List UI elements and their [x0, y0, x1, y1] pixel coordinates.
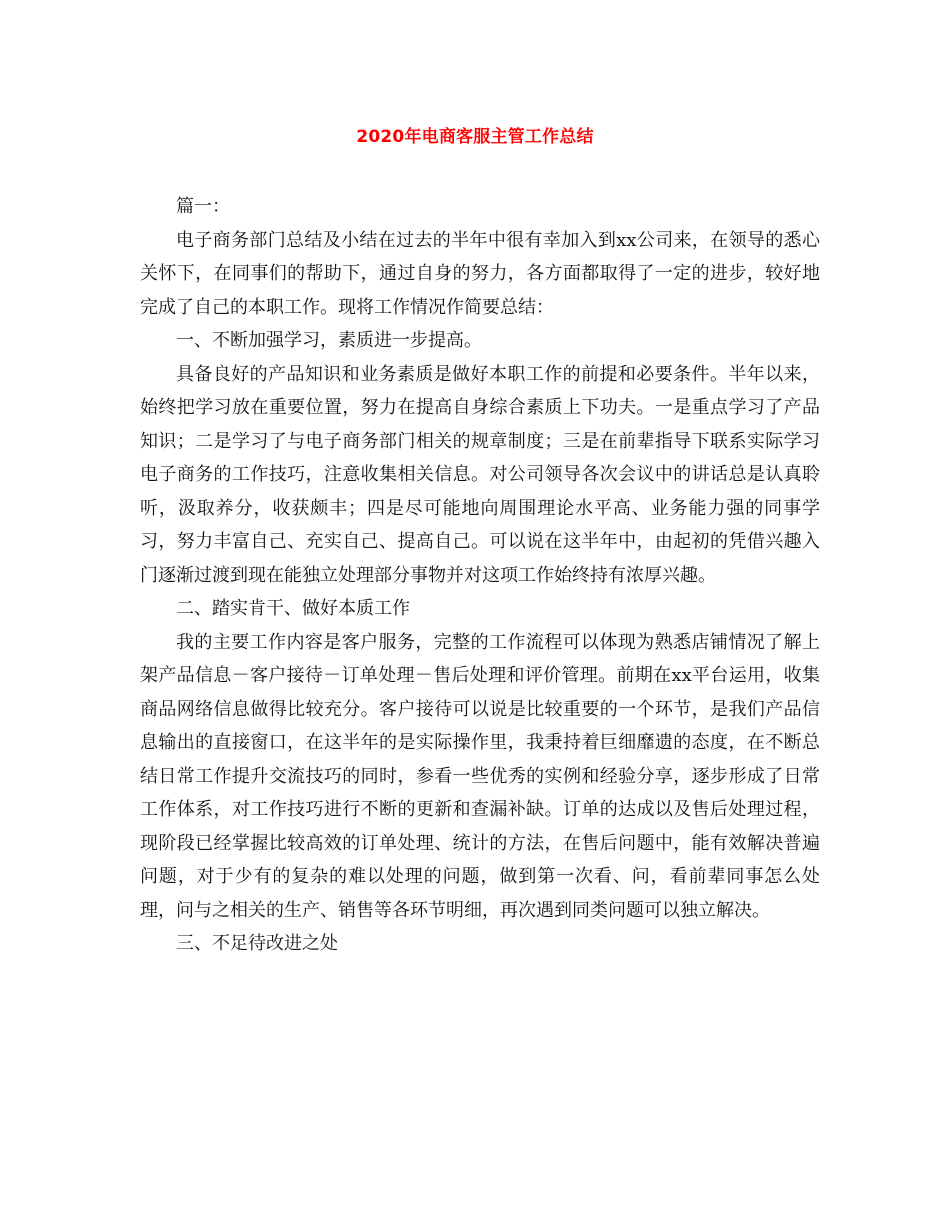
intro-paragraph: 电子商务部门总结及小结在过去的半年中很有幸加入到xx公司来，在领导的悉心关怀下，在同事们的帮助下，通过自身的努力，各方面都取得了一定的进步，较好地完成了自己的本职工作。现将工作情况作简要总结：: [140, 229, 820, 318]
document-title: 2020年电商客服主管工作总结: [356, 127, 594, 147]
section-label-part-one: 篇一：: [176, 196, 230, 217]
heading-section-1: 一、不断加强学习，素质进一步提高。: [176, 330, 482, 351]
document-body: [140, 190, 820, 961]
paragraph-work-content: 我的主要工作内容是客户服务，完整的工作流程可以体现为熟悉店铺情况了解上架产品信息－客户接待－订单处理－售后处理和评价管理。前期在xx平台运用，收集商品网络信息做得比较充分。客户接待可以说是比较重要的一个环节，是我们产品信息输出的直接窗口，在这半年的是实际操作里，我秉持着巨细靡遗的态度，在不断总结日常工作提升交流技巧的同时，参看一些优秀的实例和经验分享，逐步形成了日常工作体系，对工作技巧进行不断的更新和查漏补缺。订单的达成以及售后处理过程，现阶段已经掌握比较高效的订单处理、统计的方法，在售后问题中，能有效解决普遍问题，对于少有的复杂的难以处理的问题，做到第一次看、问，看前辈同事怎么处理，问与之相关的生产、销售等各环节明细，再次遇到同类问题可以独立解决。: [140, 631, 820, 921]
heading-section-2: 二、踏实肯干、做好本质工作: [176, 598, 410, 619]
paragraph-learning: 具备良好的产品知识和业务素质是做好本职工作的前提和必要条件。半年以来，始终把学习放在重要位置，努力在提高自身综合素质上下功夫。一是重点学习了产品知识；二是学习了与电子商务部门相关的规章制度；三是在前辈指导下联系实际学习电子商务的工作技巧，注意收集相关信息。对公司领导各次会议中的讲话总是认真聆听，汲取养分，收获颇丰；四是尽可能地向周围理论水平高、业务能力强的同事学习，努力丰富自己、充实自己、提高自己。可以说在这半年中，由起初的凭借兴趣入门逐渐过渡到现在能独立处理部分事物并对这项工作始终持有浓厚兴趣。: [140, 363, 820, 586]
heading-section-3: 三、不足待改进之处: [176, 933, 338, 954]
